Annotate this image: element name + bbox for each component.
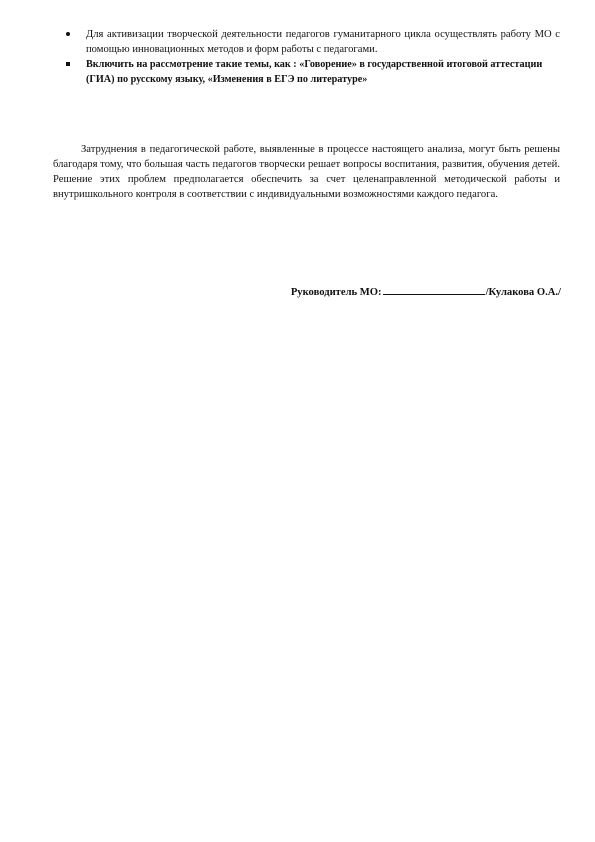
bullet-dot-icon	[66, 32, 70, 36]
signature-name: /Кулакова О.А./	[485, 287, 561, 298]
conclusion-paragraph: Затруднения в педагогической работе, выявленные в процессе настоящего анализа, могут быть решены благодаря тому, что большая часть педагогов творчески решает вопросы воспитания, развития, обучения детей. Решение этих проблем предполагается обеспечить за счет целенаправленной методической работы и внутришкольного контроля в соответствии с индивидуальными возможностями каждого педагога.	[53, 144, 560, 200]
signature-block	[291, 284, 561, 300]
bullet-square-icon	[66, 62, 70, 66]
signature-line	[383, 284, 485, 295]
list-item-text: Для активизации творческой деятельности педагогов гуманитарного цикла осуществлять работу МО с помощью инновационных методов и форм работы с педагогами.	[86, 29, 560, 55]
recommendations-list	[66, 27, 560, 87]
list-item-text: Включить на рассмотрение такие темы, как : «Говорение» в государственной итоговой аттестации (ГИА) по русскому языку, «Изменения в ЕГЭ по литературе»	[86, 59, 543, 85]
list-item	[66, 57, 560, 87]
signature-label: Руководитель МО:	[290, 287, 382, 298]
list-item	[66, 27, 560, 57]
